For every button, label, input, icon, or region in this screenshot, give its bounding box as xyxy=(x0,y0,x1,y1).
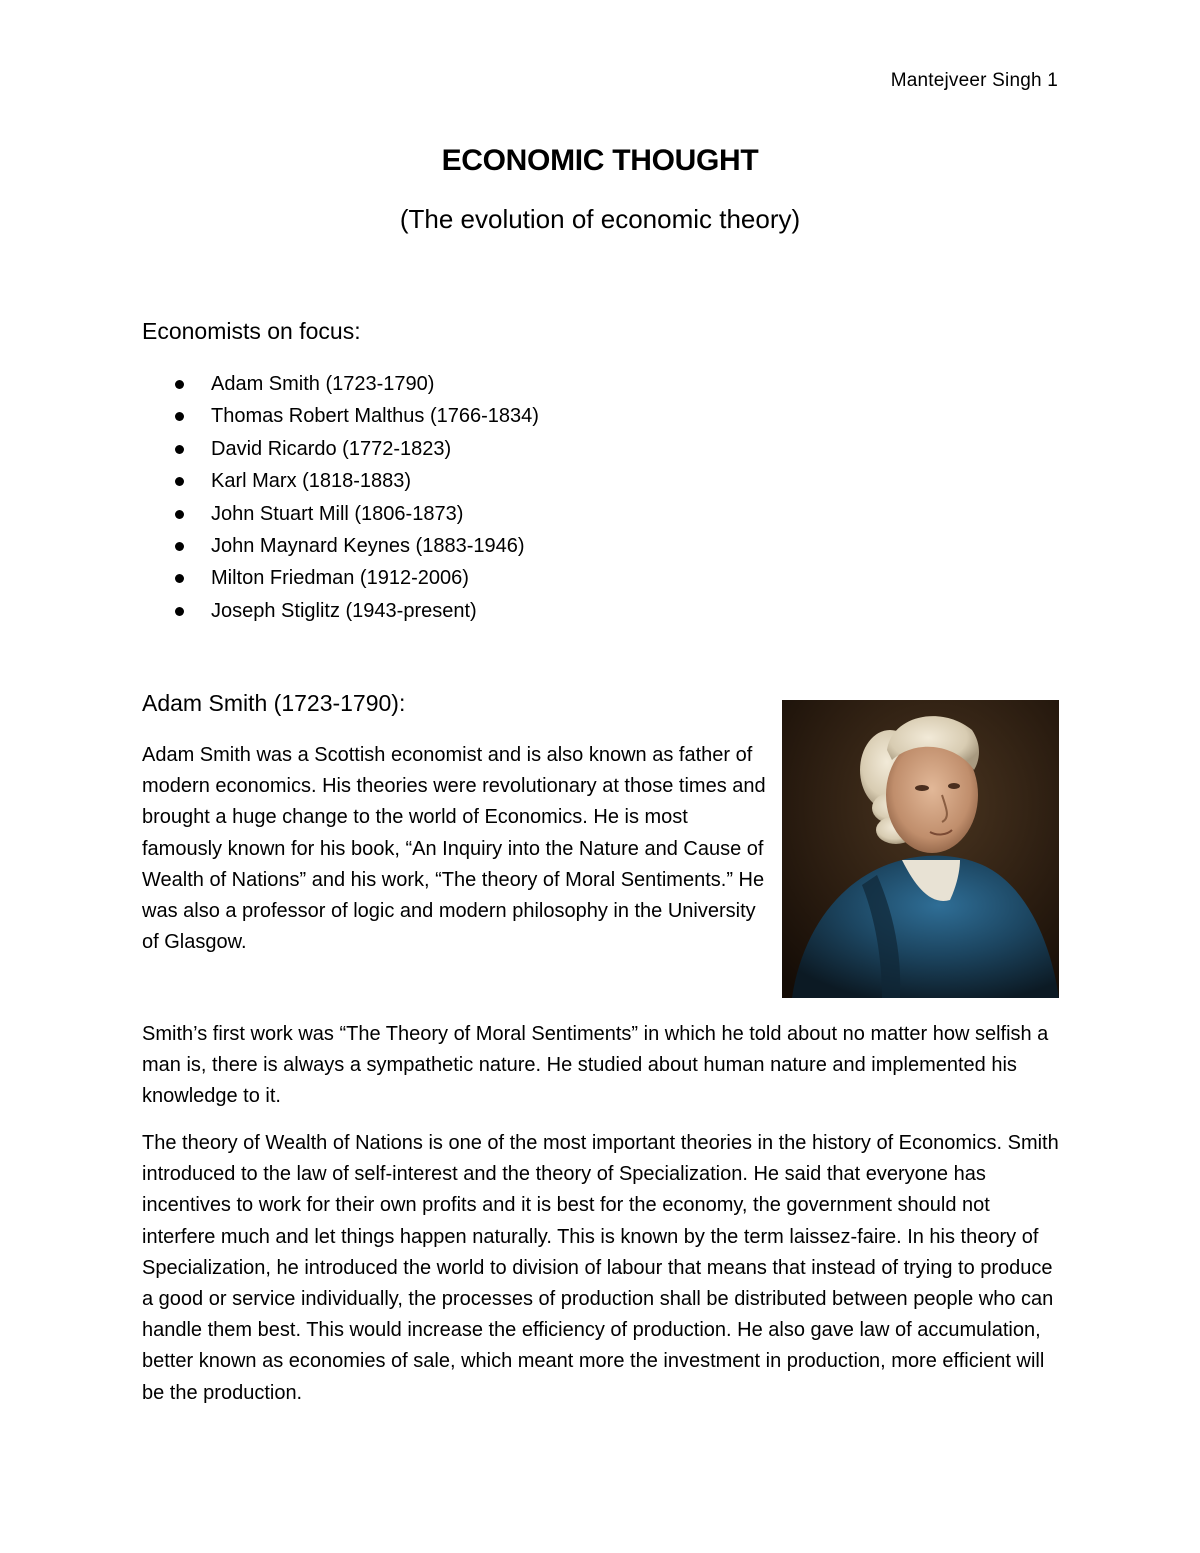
economist-list xyxy=(142,368,539,627)
bullet-icon xyxy=(175,542,184,551)
intro-paragraph: Adam Smith was a Scottish economist and is also known as father of modern economics. His theories were revolutionary at those times and brought a huge change to the world of Economics. He is most famously known for his book, “An Inquiry into the Nature and Cause of Wealth of Nations” and his work, “The theory of Moral Sentiments.” He was also a professor of logic and modern philosophy in the University of Glasgow. xyxy=(142,744,766,954)
body-paragraph-2: The theory of Wealth of Nations is one of the most important theories in the history of Economics. Smith introduced to the law of self-interest and the theory of Specialization. He said that everyone has incentives to work for their own profits and it is best for the economy, the government should not interfere much and let things happen naturally. This is known by the term laissez-faire. In his theory of Specialization, he introduced the world to division of labour that means that instead of trying to produce a good or service individually, the processes of production shall be distributed between people who can handle them best. This would increase the efficiency of production. He also gave law of accumulation, better known as economies of sale, which meant more the investment in production, more efficient will be the production. xyxy=(142,1132,1059,1404)
list-item xyxy=(142,562,539,594)
bullet-icon xyxy=(175,380,184,389)
focus-heading: Economists on focus: xyxy=(142,318,361,344)
bullet-icon xyxy=(175,510,184,519)
body-paragraph-1: Smith’s first work was “The Theory of Moral Sentiments” in which he told about no matter how selfish a man is, there is always a sympathetic nature. He studied about human nature and implemented his knowledge to it. xyxy=(142,1023,1049,1108)
bullet-icon xyxy=(175,607,184,616)
section-heading: Adam Smith (1723-1790): xyxy=(142,690,406,716)
list-item-text: Karl Marx (1818-1883) xyxy=(211,470,412,493)
list-item-text: John Stuart Mill (1806-1873) xyxy=(211,502,464,525)
list-item xyxy=(142,465,539,497)
list-item-text: John Maynard Keynes (1883-1946) xyxy=(211,534,525,557)
list-item xyxy=(142,433,539,465)
list-item-text: Joseph Stiglitz (1943-present) xyxy=(211,599,477,622)
list-item xyxy=(142,595,539,627)
list-item xyxy=(142,530,539,562)
list-item-text: David Ricardo (1772-1823) xyxy=(211,437,452,460)
list-item-text: Milton Friedman (1912-2006) xyxy=(211,567,469,590)
list-item xyxy=(142,368,539,400)
document-title: ECONOMIC THOUGHT xyxy=(441,144,759,177)
bullet-icon xyxy=(175,574,184,583)
portrait-image xyxy=(782,700,1059,998)
list-item xyxy=(142,498,539,530)
list-item xyxy=(142,400,539,432)
list-item-text: Adam Smith (1723-1790) xyxy=(211,373,435,395)
document-subtitle: (The evolution of economic theory) xyxy=(399,204,801,234)
bullet-icon xyxy=(175,445,184,454)
list-item-text: Thomas Robert Malthus (1766-1834) xyxy=(211,405,539,428)
bullet-icon xyxy=(175,477,184,486)
bullet-icon xyxy=(175,412,184,421)
page-header: Mantejveer Singh 1 xyxy=(890,70,1058,91)
